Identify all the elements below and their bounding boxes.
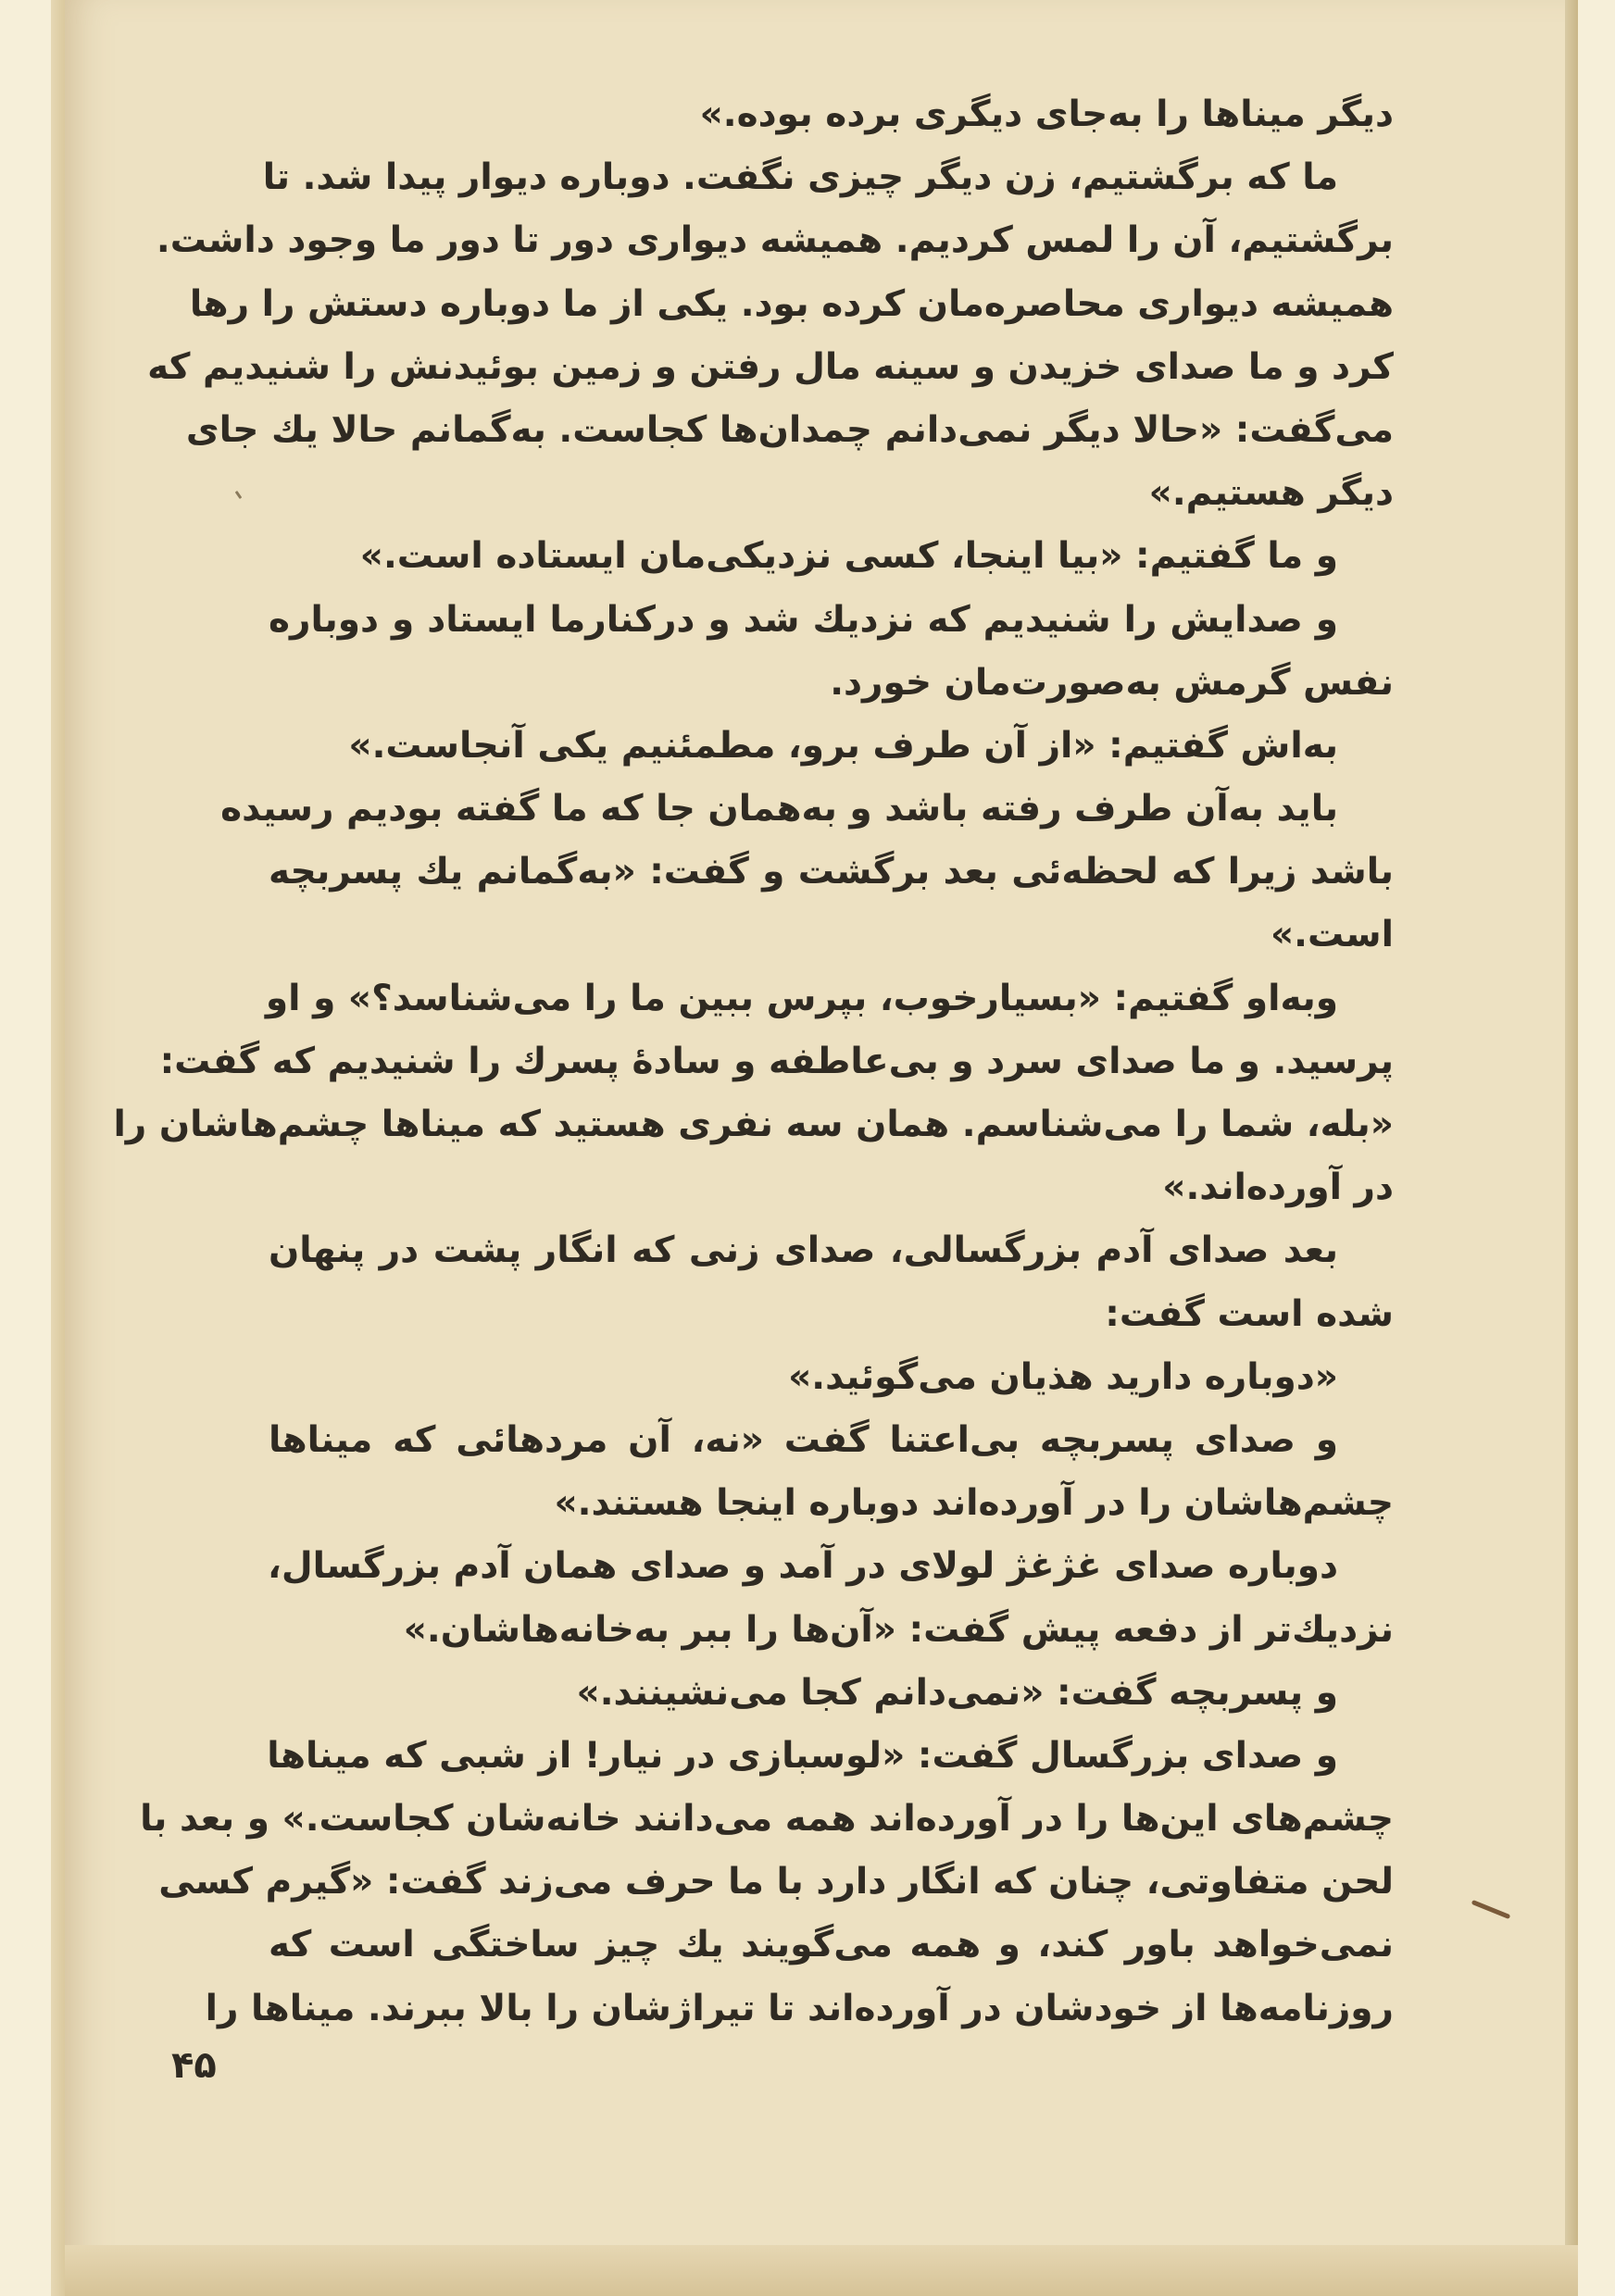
text-line: دوباره صدای غژغژ لولای در آمد و صدای همان آدم بزرگسال، — [268, 1545, 1338, 1588]
text-line: دیگر هستیم.» — [1148, 472, 1394, 515]
text-line: و ما گفتیم: «بیا اینجا، کسی نزدیکی‌مان ایستاده است.» — [359, 535, 1338, 578]
text-line: برگشتیم، آن را لمس کردیم. همیشه دیواری دور تا دور ما وجود داشت. — [156, 219, 1394, 262]
text-line: دیگر میناها را به‌جای دیگری برده بوده.» — [699, 94, 1394, 135]
text-line: چشم‌های این‌ها را در آورده‌اند همه می‌دانند خانه‌شان کجاست.» و بعد با — [140, 1798, 1394, 1841]
text-line: نمی‌خواهد باور کند، و همه می‌گویند یك چیز ساختگی است که — [269, 1924, 1394, 1966]
text-line: همیشه دیواری محاصره‌مان کرده بود. یکی از ما دوباره دستش را رها — [189, 282, 1394, 325]
text-line: در آورده‌اند.» — [1162, 1167, 1394, 1209]
text-line: باشد زیرا که لحظه‌ئی بعد برگشت و گفت: «به‌گمانم یك پسربچه — [269, 851, 1394, 893]
text-line: کرد و ما صدای خزیدن و سینه مال رفتن و زمین بوئیدنش را شنیدیم که — [147, 345, 1394, 388]
text-line: به‌اش گفتیم: «از آن طرف برو، مطمئنیم یکی آنجاست.» — [348, 724, 1338, 767]
text-line: می‌گفت: «حالا دیگر نمی‌دانم چمدان‌ها کجاست. به‌گمانم حالا یك جای — [185, 408, 1394, 451]
text-line: و صدای بزرگسال گفت: «لوسبازی در نیار! از شبی که میناها — [267, 1734, 1338, 1777]
text-line: باید به‌آن طرف رفته باشد و به‌همان جا که ما گفته بودیم رسیده — [220, 788, 1338, 830]
page-right-edge — [1565, 0, 1578, 2296]
text-line: ما که برگشتیم، زن دیگر چیزی نگفت. دوباره دیوار پیدا شد. تا — [262, 156, 1338, 199]
page-number: ۴۵ — [171, 2044, 217, 2087]
text-line: است.» — [1270, 914, 1394, 956]
text-line: «دوباره دارید هذیان می‌گوئید.» — [788, 1355, 1338, 1398]
text-line: نزدیك‌تر از دفعه پیش گفت: «آن‌ها را ببر به‌خانه‌هاشان.» — [403, 1608, 1394, 1651]
text-line: و پسربچه گفت: «نمی‌دانم کجا می‌نشینند.» — [576, 1671, 1338, 1714]
body-text — [113, 83, 1394, 2040]
text-line: وبه‌او گفتیم: «بسیارخوب، بپرس ببین ما را می‌شناسد؟» و او — [265, 977, 1338, 1019]
text-line: روزنامه‌ها از خودشان در آورده‌اند تا تیراژشان را بالا ببرند. میناها را — [205, 1987, 1394, 2029]
text-line: بعد صدای آدم بزرگسالی، صدای زنی که انگار پشت در پنهان — [269, 1229, 1338, 1272]
text-line: چشم‌هاشان را در آورده‌اند دوباره اینجا هستند.» — [554, 1482, 1394, 1525]
text-line: شده است گفت: — [1105, 1292, 1394, 1335]
text-line: و صدای پسربچه بی‌اعتنا گفت «نه، آن مردهائی که میناها — [269, 1418, 1338, 1461]
text-line: لحن متفاوتی، چنان که انگار دارد با ما حرف می‌زند گفت: «گیرم کسی — [158, 1861, 1394, 1903]
text-line: «بله، شما را می‌شناسم. همان سه نفری هستید که میناها چشم‌هاشان را — [113, 1104, 1394, 1145]
page-bottom-edge — [65, 2245, 1578, 2296]
text-line: پرسید. و ما صدای سرد و بی‌عاطفه و سادهٔ پسرك را شنیدیم که گفت: — [159, 1040, 1394, 1082]
text-line: و صدایش را شنیدیم که نزدیك شد و درکنارما ایستاد و دوباره — [269, 598, 1338, 641]
text-line: نفس گرمش به‌صورت‌مان خورد. — [830, 661, 1394, 704]
